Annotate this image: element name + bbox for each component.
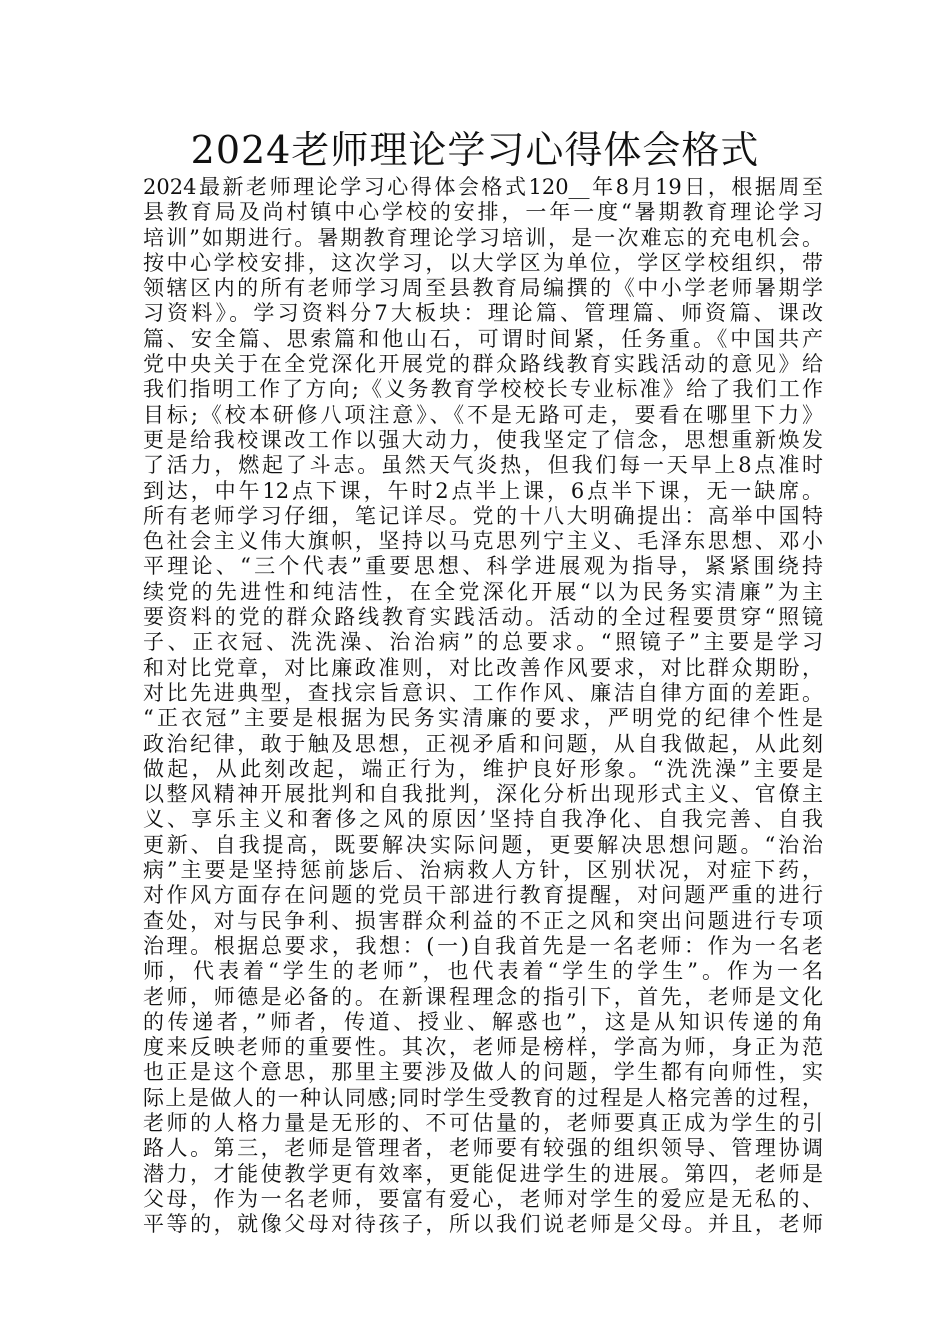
body-line: 到达，中午12点下课，午时2点半上课，6点半下课，无一缺席。	[143, 478, 823, 503]
body-line: 更新、自我提高，既要解决实际问题，更要解决思想问题。“治治	[143, 832, 823, 857]
body-line: 对比先进典型，查找宗旨意识、工作作风、廉洁自律方面的差距。	[143, 680, 823, 705]
document-title: 2024老师理论学习心得体会格式	[190, 128, 760, 172]
body-line: 了活力，燃起了斗志。虽然天气炎热，但我们每一天早上8点准时	[143, 453, 823, 478]
body-line: 培训”如期进行。暑期教育理论学习培训，是一次难忘的充电机会。	[143, 225, 823, 250]
body-line: 目标;《校本研修八项注意》、《不是无路可走，要看在哪里下力》	[143, 402, 823, 427]
body-line: 县教育局及尚村镇中心学校的安排，一年一度“暑期教育理论学习	[143, 200, 823, 225]
body-line: 篇、安全篇、思索篇和他山石，可谓时间紧，任务重。《中国共产	[143, 326, 823, 351]
body-line: 查处，对与民争利、损害群众利益的不正之风和突出问题进行专项	[143, 908, 823, 933]
body-line: 续党的先进性和纯洁性，在全党深化开展“以为民务实清廉”为主	[143, 579, 823, 604]
body-line: 老师的人格力量是无形的、不可估量的，老师要真正成为学生的引	[143, 1110, 823, 1135]
body-line: 所有老师学习仔细，笔记详尽。党的十八大明确提出：高举中国特	[143, 503, 823, 528]
body-line: 2024最新老师理论学习心得体会格式120__年8月19日，根据周至	[143, 175, 823, 199]
body-line: 老师，师德是必备的。在新课程理念的指引下，首先，老师是文化	[143, 984, 823, 1009]
body-line: 对作风方面存在问题的党员干部进行教育提醒，对问题严重的进行	[143, 883, 823, 908]
body-line: 做起，从此刻改起，端正行为，维护良好形象。“洗洗澡”主要是	[143, 756, 823, 781]
body-line: 的传递者，”师者，传道、授业、解惑也”，这是从知识传递的角	[143, 1009, 823, 1034]
body-line: 我们指明工作了方向;《义务教育学校校长专业标准》给了我们工作	[143, 377, 823, 402]
body-line: 子、正衣冠、洗洗澡、治治病”的总要求。“照镜子”主要是学习	[143, 630, 823, 655]
body-line: 政治纪律，敢于触及思想，正视矛盾和问题，从自我做起，从此刻	[143, 731, 823, 756]
body-line: 更是给我校课改工作以强大动力，使我坚定了信念，思想重新焕发	[143, 427, 823, 452]
body-line: 色社会主义伟大旗帜，坚持以马克思列宁主义、毛泽东思想、邓小	[143, 529, 823, 554]
body-line: 病”主要是坚持惩前毖后、治病救人方针，区别状况，对症下药，	[143, 858, 823, 883]
body-line: 际上是做人的一种认同感;同时学生受教育的过程是人格完善的过程，	[143, 1085, 823, 1110]
body-line: 领辖区内的所有老师学习周至县教育局编撰的《中小学老师暑期学	[143, 276, 823, 301]
body-line: 平理论、“三个代表”重要思想、科学进展观为指导，紧紧围绕持	[143, 554, 823, 579]
body-line: 党中央关于在全党深化开展党的群众路线教育实践活动的意见》给	[143, 352, 823, 377]
body-line: 度来反映老师的重要性。其次，老师是榜样，学高为师，身正为范	[143, 1035, 823, 1060]
body-line: 潜力，才能使教学更有效率，更能促进学生的进展。第四，老师是	[143, 1161, 823, 1186]
body-line: 习资料》。学习资料分7大板块：理论篇、管理篇、师资篇、课改	[143, 301, 823, 326]
body-line: 要资料的党的群众路线教育实践活动。活动的全过程要贯穿“照镜	[143, 605, 823, 630]
body-line: 以整风精神开展批判和自我批判，深化分析出现形式主义、官僚主	[143, 782, 823, 807]
body-line: 平等的，就像父母对待孩子，所以我们说老师是父母。并且，老师	[143, 1212, 823, 1237]
body-line: 和对比党章，对比廉政准则，对比改善作风要求，对比群众期盼，	[143, 655, 823, 680]
body-line: 治理。根据总要求，我想：(一)自我首先是一名老师：作为一名老	[143, 933, 823, 958]
document-body	[143, 175, 823, 1237]
body-line: 路人。第三，老师是管理者，老师要有较强的组织领导、管理协调	[143, 1136, 823, 1161]
body-line: 义、享乐主义和奢侈之风的原因’坚持自我净化、自我完善、自我	[143, 807, 823, 832]
body-line: “正衣冠”主要是根据为民务实清廉的要求，严明党的纪律个性是	[143, 706, 823, 731]
body-line: 按中心学校安排，这次学习，以大学区为单位，学区学校组织，带	[143, 250, 823, 275]
body-line: 也正是这个意思，那里主要涉及做人的问题，学生都有向师性，实	[143, 1060, 823, 1085]
body-line: 师，代表着“学生的老师”，也代表着“学生的学生”。作为一名	[143, 959, 823, 984]
body-line: 父母，作为一名老师，要富有爱心，老师对学生的爱应是无私的、	[143, 1186, 823, 1211]
